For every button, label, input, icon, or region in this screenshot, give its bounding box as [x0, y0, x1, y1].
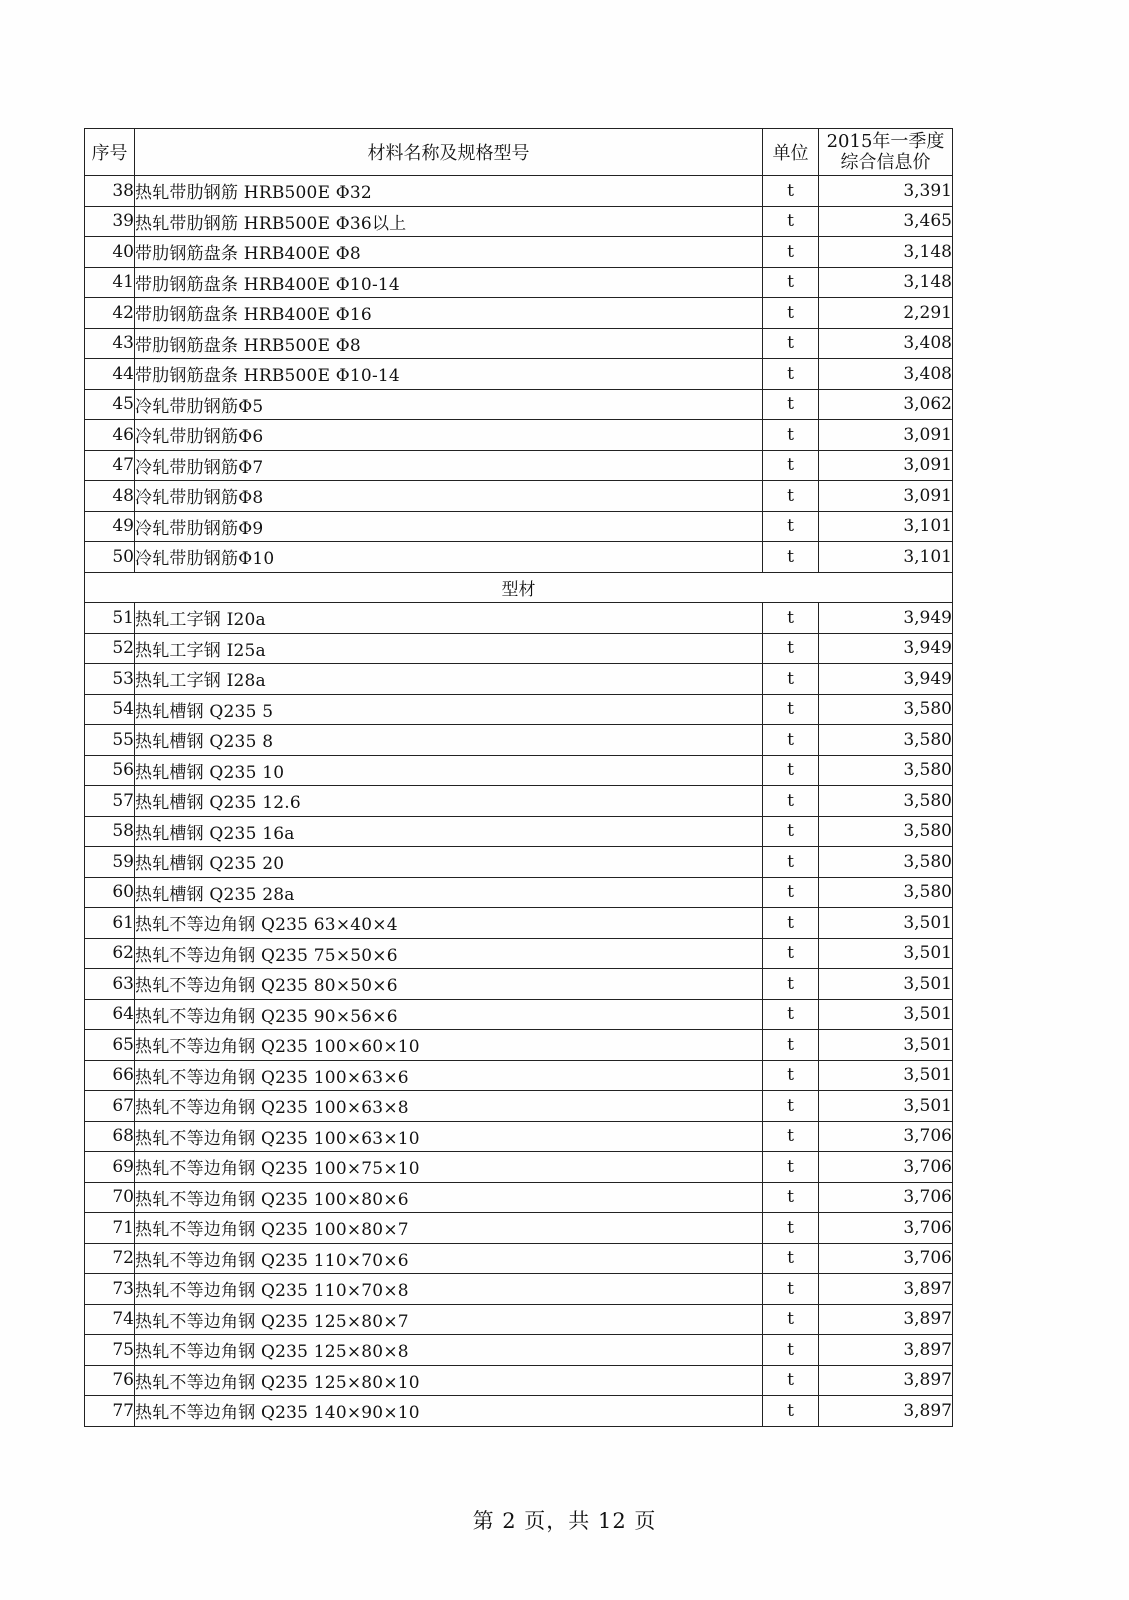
row-seq: 74	[85, 1304, 135, 1335]
row-price: 3,897	[819, 1274, 953, 1305]
row-name: 冷轧带肋钢筋Φ8	[135, 481, 763, 512]
table-row	[85, 1396, 953, 1427]
table-row	[85, 237, 953, 268]
row-name: 带肋钢筋盘条 HRB400E Φ10-14	[135, 267, 763, 298]
row-price: 3,091	[819, 420, 953, 451]
row-seq: 48	[85, 481, 135, 512]
row-unit: t	[763, 267, 819, 298]
row-seq: 56	[85, 755, 135, 786]
row-price: 3,501	[819, 1030, 953, 1061]
row-name: 热轧槽钢 Q235 20	[135, 847, 763, 878]
header-price-line2: 综合信息价	[840, 152, 931, 173]
row-unit: t	[763, 359, 819, 390]
row-price: 3,148	[819, 267, 953, 298]
row-price: 3,465	[819, 206, 953, 237]
row-name: 热轧不等边角钢 Q235 100×63×6	[135, 1060, 763, 1091]
table-row	[85, 908, 953, 939]
row-price: 3,706	[819, 1152, 953, 1183]
row-price: 3,706	[819, 1121, 953, 1152]
row-name: 热轧不等边角钢 Q235 75×50×6	[135, 938, 763, 969]
row-unit: t	[763, 176, 819, 207]
row-seq: 44	[85, 359, 135, 390]
row-seq: 57	[85, 786, 135, 817]
row-seq: 75	[85, 1335, 135, 1366]
row-unit: t	[763, 1091, 819, 1122]
row-unit: t	[763, 633, 819, 664]
row-unit: t	[763, 1243, 819, 1274]
row-name: 热轧不等边角钢 Q235 125×80×8	[135, 1335, 763, 1366]
row-name: 热轧不等边角钢 Q235 63×40×4	[135, 908, 763, 939]
row-unit: t	[763, 603, 819, 634]
row-seq: 47	[85, 450, 135, 481]
row-price: 3,091	[819, 450, 953, 481]
row-name: 热轧槽钢 Q235 16a	[135, 816, 763, 847]
header-price-line1: 2015年一季度	[826, 131, 945, 152]
row-name: 冷轧带肋钢筋Φ6	[135, 420, 763, 451]
row-seq: 73	[85, 1274, 135, 1305]
row-unit: t	[763, 938, 819, 969]
row-unit: t	[763, 1396, 819, 1427]
row-seq: 67	[85, 1091, 135, 1122]
table-row	[85, 542, 953, 573]
row-name: 热轧不等边角钢 Q235 100×80×7	[135, 1213, 763, 1244]
row-unit: t	[763, 786, 819, 817]
row-name: 热轧不等边角钢 Q235 90×56×6	[135, 999, 763, 1030]
table-row	[85, 1274, 953, 1305]
row-seq: 41	[85, 267, 135, 298]
header-price	[819, 129, 953, 176]
table-row	[85, 1243, 953, 1274]
row-price: 3,897	[819, 1335, 953, 1366]
row-name: 热轧不等边角钢 Q235 100×80×6	[135, 1182, 763, 1213]
row-seq: 76	[85, 1365, 135, 1396]
row-seq: 71	[85, 1213, 135, 1244]
row-price: 3,391	[819, 176, 953, 207]
row-name: 热轧不等边角钢 Q235 140×90×10	[135, 1396, 763, 1427]
row-name: 热轧不等边角钢 Q235 100×60×10	[135, 1030, 763, 1061]
section-row	[85, 572, 953, 603]
table-row	[85, 1365, 953, 1396]
row-name: 热轧不等边角钢 Q235 110×70×6	[135, 1243, 763, 1274]
row-unit: t	[763, 664, 819, 695]
row-name: 带肋钢筋盘条 HRB500E Φ10-14	[135, 359, 763, 390]
row-price: 3,408	[819, 359, 953, 390]
row-unit: t	[763, 1030, 819, 1061]
row-unit: t	[763, 1152, 819, 1183]
table-row	[85, 1060, 953, 1091]
row-unit: t	[763, 511, 819, 542]
row-unit: t	[763, 1182, 819, 1213]
row-seq: 77	[85, 1396, 135, 1427]
row-seq: 70	[85, 1182, 135, 1213]
row-price: 3,148	[819, 237, 953, 268]
table-row	[85, 969, 953, 1000]
row-price: 3,501	[819, 969, 953, 1000]
table-body	[85, 176, 953, 1427]
table-row	[85, 328, 953, 359]
table-row	[85, 603, 953, 634]
table-row	[85, 938, 953, 969]
table-row	[85, 999, 953, 1030]
row-price: 3,580	[819, 755, 953, 786]
row-name: 带肋钢筋盘条 HRB400E Φ8	[135, 237, 763, 268]
row-name: 热轧不等边角钢 Q235 125×80×7	[135, 1304, 763, 1335]
table-row	[85, 420, 953, 451]
row-seq: 55	[85, 725, 135, 756]
row-unit: t	[763, 542, 819, 573]
row-unit: t	[763, 1335, 819, 1366]
row-seq: 58	[85, 816, 135, 847]
table-row	[85, 755, 953, 786]
row-name: 热轧槽钢 Q235 28a	[135, 877, 763, 908]
row-price: 3,897	[819, 1365, 953, 1396]
row-seq: 65	[85, 1030, 135, 1061]
row-price: 3,101	[819, 511, 953, 542]
row-unit: t	[763, 755, 819, 786]
row-seq: 64	[85, 999, 135, 1030]
row-name: 热轧不等边角钢 Q235 100×75×10	[135, 1152, 763, 1183]
row-seq: 42	[85, 298, 135, 329]
row-seq: 62	[85, 938, 135, 969]
row-price: 3,580	[819, 877, 953, 908]
section-title: 型材	[85, 572, 953, 603]
row-price: 3,580	[819, 816, 953, 847]
row-unit: t	[763, 877, 819, 908]
row-unit: t	[763, 908, 819, 939]
table-row	[85, 664, 953, 695]
row-price: 3,580	[819, 694, 953, 725]
row-price: 3,091	[819, 481, 953, 512]
row-price: 3,949	[819, 603, 953, 634]
table-row	[85, 816, 953, 847]
table-row	[85, 786, 953, 817]
row-price: 2,291	[819, 298, 953, 329]
row-seq: 40	[85, 237, 135, 268]
row-unit: t	[763, 694, 819, 725]
row-name: 热轧槽钢 Q235 5	[135, 694, 763, 725]
row-unit: t	[763, 847, 819, 878]
row-name: 热轧槽钢 Q235 12.6	[135, 786, 763, 817]
row-name: 热轧带肋钢筋 HRB500E Φ36以上	[135, 206, 763, 237]
row-unit: t	[763, 450, 819, 481]
row-price: 3,706	[819, 1182, 953, 1213]
table-row	[85, 359, 953, 390]
table-row	[85, 847, 953, 878]
row-name: 带肋钢筋盘条 HRB400E Φ16	[135, 298, 763, 329]
row-price: 3,501	[819, 999, 953, 1030]
row-seq: 43	[85, 328, 135, 359]
row-price: 3,949	[819, 664, 953, 695]
row-name: 冷轧带肋钢筋Φ5	[135, 389, 763, 420]
row-unit: t	[763, 969, 819, 1000]
page-footer: 第 2 页，共 12 页	[472, 1509, 657, 1533]
row-name: 热轧不等边角钢 Q235 80×50×6	[135, 969, 763, 1000]
table-row	[85, 1152, 953, 1183]
row-seq: 63	[85, 969, 135, 1000]
row-name: 热轧不等边角钢 Q235 100×63×8	[135, 1091, 763, 1122]
header-seq: 序号	[85, 129, 135, 176]
table-row	[85, 1213, 953, 1244]
table-row	[85, 389, 953, 420]
row-name: 热轧不等边角钢 Q235 100×63×10	[135, 1121, 763, 1152]
row-unit: t	[763, 1365, 819, 1396]
row-name: 冷轧带肋钢筋Φ10	[135, 542, 763, 573]
row-price: 3,706	[819, 1213, 953, 1244]
row-seq: 72	[85, 1243, 135, 1274]
row-name: 热轧工字钢 I28a	[135, 664, 763, 695]
row-name: 热轧槽钢 Q235 10	[135, 755, 763, 786]
row-seq: 46	[85, 420, 135, 451]
header-row	[85, 129, 953, 176]
row-price: 3,501	[819, 1060, 953, 1091]
table-row	[85, 1030, 953, 1061]
row-seq: 54	[85, 694, 135, 725]
row-unit: t	[763, 816, 819, 847]
row-name: 热轧槽钢 Q235 8	[135, 725, 763, 756]
row-seq: 50	[85, 542, 135, 573]
row-name: 热轧不等边角钢 Q235 125×80×10	[135, 1365, 763, 1396]
row-seq: 45	[85, 389, 135, 420]
row-price: 3,501	[819, 938, 953, 969]
row-unit: t	[763, 999, 819, 1030]
table-header	[85, 129, 953, 176]
row-seq: 53	[85, 664, 135, 695]
row-unit: t	[763, 1213, 819, 1244]
row-unit: t	[763, 1304, 819, 1335]
row-price: 3,101	[819, 542, 953, 573]
table-row	[85, 694, 953, 725]
row-name: 热轧不等边角钢 Q235 110×70×8	[135, 1274, 763, 1305]
row-name: 热轧带肋钢筋 HRB500E Φ32	[135, 176, 763, 207]
row-name: 热轧工字钢 I25a	[135, 633, 763, 664]
row-seq: 39	[85, 206, 135, 237]
header-unit: 单位	[763, 129, 819, 176]
table-row	[85, 481, 953, 512]
row-unit: t	[763, 1121, 819, 1152]
row-unit: t	[763, 481, 819, 512]
row-price: 3,501	[819, 1091, 953, 1122]
row-unit: t	[763, 420, 819, 451]
row-unit: t	[763, 389, 819, 420]
row-price: 3,062	[819, 389, 953, 420]
table-row	[85, 1304, 953, 1335]
row-unit: t	[763, 206, 819, 237]
row-seq: 51	[85, 603, 135, 634]
row-seq: 61	[85, 908, 135, 939]
row-name: 冷轧带肋钢筋Φ9	[135, 511, 763, 542]
table-row	[85, 298, 953, 329]
table-row	[85, 725, 953, 756]
table-row	[85, 633, 953, 664]
row-name: 带肋钢筋盘条 HRB500E Φ8	[135, 328, 763, 359]
row-price: 3,501	[819, 908, 953, 939]
table-row	[85, 1182, 953, 1213]
header-name: 材料名称及规格型号	[135, 129, 763, 176]
row-seq: 68	[85, 1121, 135, 1152]
table-row	[85, 267, 953, 298]
row-name: 冷轧带肋钢筋Φ7	[135, 450, 763, 481]
row-unit: t	[763, 1060, 819, 1091]
row-unit: t	[763, 328, 819, 359]
row-seq: 69	[85, 1152, 135, 1183]
row-price: 3,897	[819, 1304, 953, 1335]
row-price: 3,897	[819, 1396, 953, 1427]
row-seq: 59	[85, 847, 135, 878]
row-seq: 60	[85, 877, 135, 908]
table-row	[85, 511, 953, 542]
row-price: 3,408	[819, 328, 953, 359]
table-row	[85, 1091, 953, 1122]
row-seq: 38	[85, 176, 135, 207]
row-price: 3,706	[819, 1243, 953, 1274]
row-price: 3,580	[819, 786, 953, 817]
row-price: 3,580	[819, 847, 953, 878]
row-name: 热轧工字钢 I20a	[135, 603, 763, 634]
table-row	[85, 450, 953, 481]
table-row	[85, 1121, 953, 1152]
row-unit: t	[763, 1274, 819, 1305]
row-unit: t	[763, 725, 819, 756]
table-row	[85, 1335, 953, 1366]
row-seq: 52	[85, 633, 135, 664]
row-price: 3,949	[819, 633, 953, 664]
row-unit: t	[763, 298, 819, 329]
row-unit: t	[763, 237, 819, 268]
row-seq: 49	[85, 511, 135, 542]
table-row	[85, 206, 953, 237]
table-row	[85, 176, 953, 207]
row-seq: 66	[85, 1060, 135, 1091]
row-price: 3,580	[819, 725, 953, 756]
table-row	[85, 877, 953, 908]
price-table	[84, 128, 953, 1427]
